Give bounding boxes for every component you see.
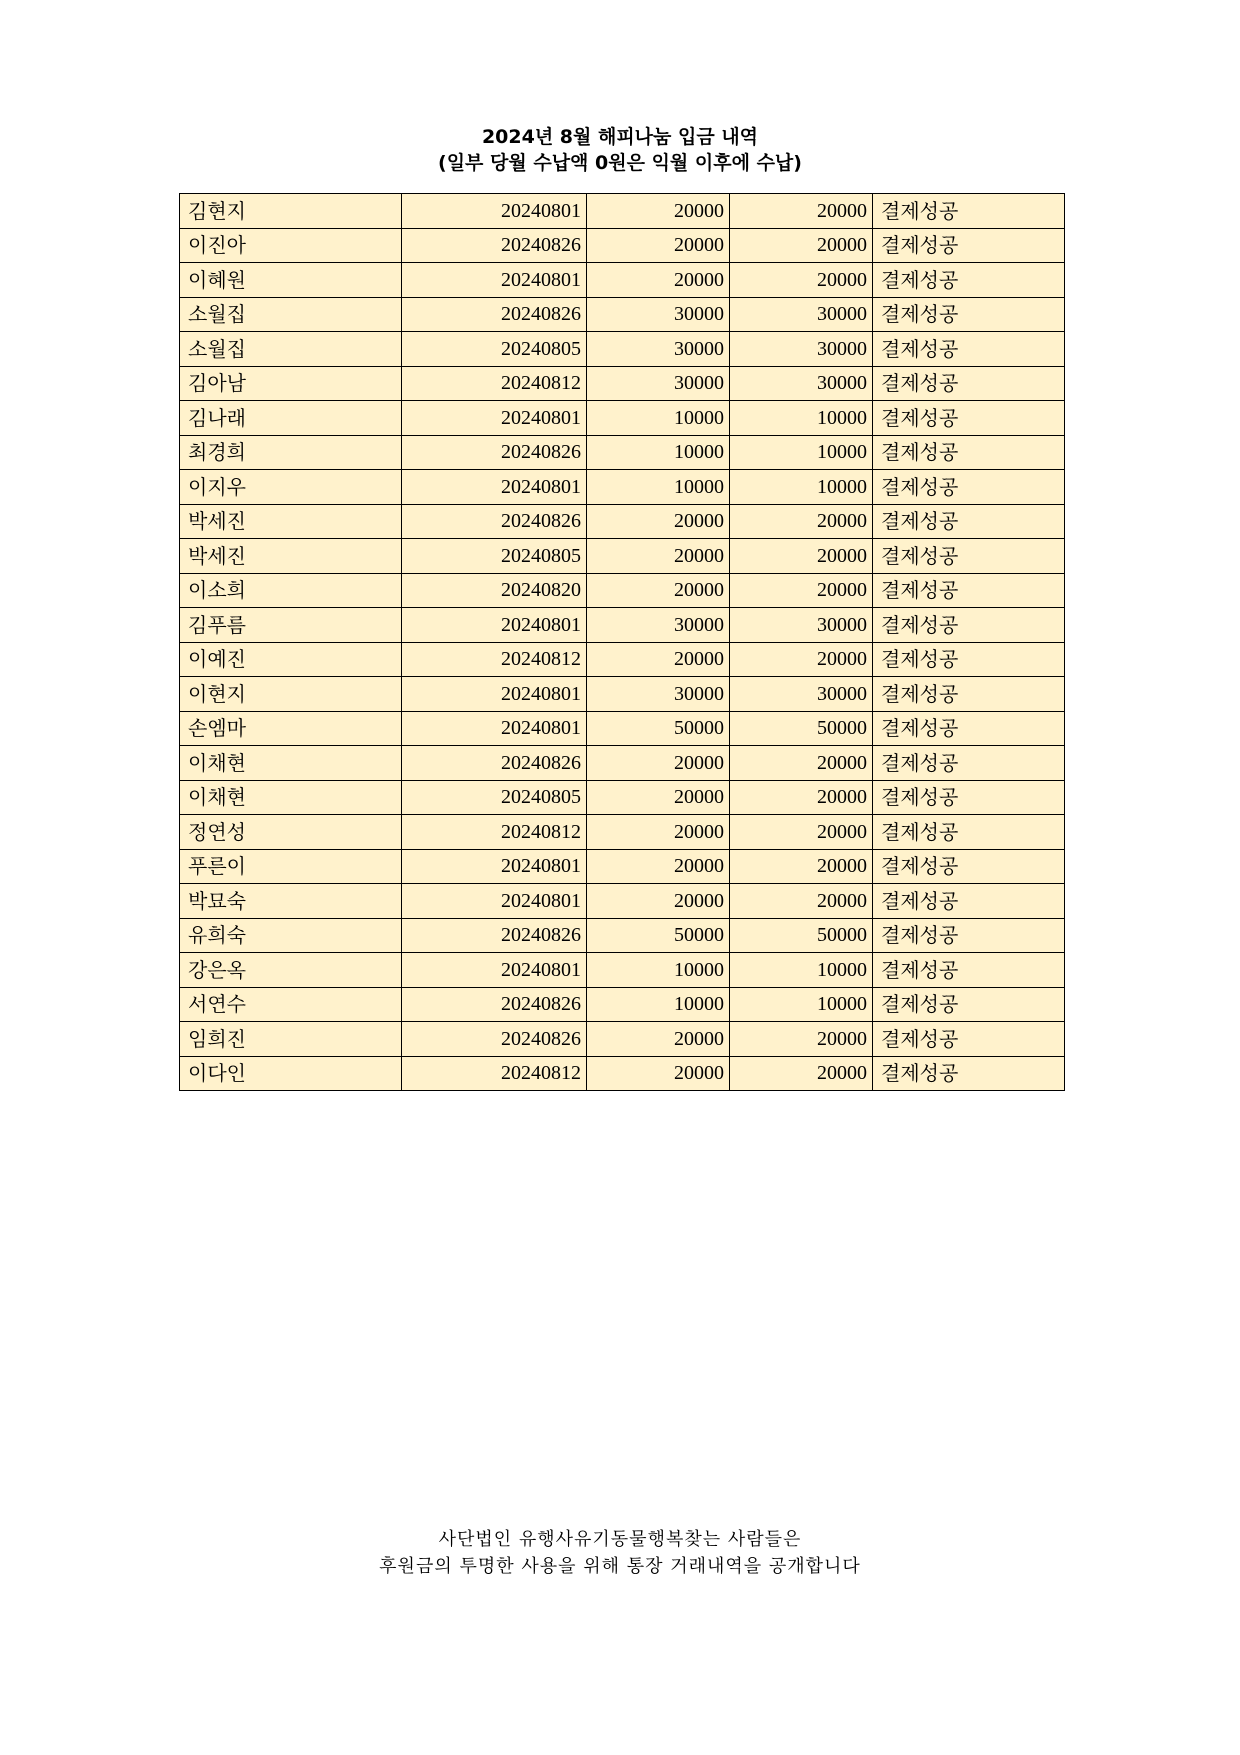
payment-status-cell: 결제성공 xyxy=(873,642,1065,677)
deposit-date-cell: 20240826 xyxy=(402,918,587,953)
donor-name-cell: 임희진 xyxy=(180,1022,402,1057)
donor-name-cell: 김푸름 xyxy=(180,608,402,643)
paid-amount-cell: 10000 xyxy=(730,987,873,1022)
table-row xyxy=(180,884,1065,919)
deposit-date-cell: 20240812 xyxy=(402,642,587,677)
pledged-amount-cell: 50000 xyxy=(587,918,730,953)
deposit-date-cell: 20240812 xyxy=(402,366,587,401)
paid-amount-cell: 30000 xyxy=(730,332,873,367)
pledged-amount-cell: 20000 xyxy=(587,780,730,815)
paid-amount-cell: 20000 xyxy=(730,263,873,298)
pledged-amount-cell: 10000 xyxy=(587,470,730,505)
paid-amount-cell: 20000 xyxy=(730,504,873,539)
table-row xyxy=(180,677,1065,712)
payment-status-cell: 결제성공 xyxy=(873,849,1065,884)
donor-name-cell: 이소희 xyxy=(180,573,402,608)
table-row xyxy=(180,539,1065,574)
table-row xyxy=(180,918,1065,953)
deposit-date-cell: 20240805 xyxy=(402,539,587,574)
deposit-date-cell: 20240801 xyxy=(402,953,587,988)
paid-amount-cell: 20000 xyxy=(730,194,873,229)
payment-status-cell: 결제성공 xyxy=(873,1056,1065,1091)
payment-status-cell: 결제성공 xyxy=(873,228,1065,263)
donor-name-cell: 유희숙 xyxy=(180,918,402,953)
payment-status-cell: 결제성공 xyxy=(873,401,1065,436)
table-row xyxy=(180,366,1065,401)
pledged-amount-cell: 20000 xyxy=(587,746,730,781)
payment-status-cell: 결제성공 xyxy=(873,780,1065,815)
table-row xyxy=(180,1056,1065,1091)
pledged-amount-cell: 20000 xyxy=(587,263,730,298)
payment-status-cell: 결제성공 xyxy=(873,711,1065,746)
deposit-date-cell: 20240826 xyxy=(402,987,587,1022)
donor-name-cell: 소월집 xyxy=(180,297,402,332)
paid-amount-cell: 10000 xyxy=(730,953,873,988)
donor-name-cell: 소월집 xyxy=(180,332,402,367)
payment-status-cell: 결제성공 xyxy=(873,677,1065,712)
paid-amount-cell: 10000 xyxy=(730,401,873,436)
deposit-date-cell: 20240826 xyxy=(402,297,587,332)
payment-status-cell: 결제성공 xyxy=(873,504,1065,539)
paid-amount-cell: 20000 xyxy=(730,1022,873,1057)
donor-name-cell: 박세진 xyxy=(180,539,402,574)
donor-name-cell: 푸른이 xyxy=(180,849,402,884)
pledged-amount-cell: 30000 xyxy=(587,366,730,401)
deposit-date-cell: 20240801 xyxy=(402,194,587,229)
donor-name-cell: 김현지 xyxy=(180,194,402,229)
pledged-amount-cell: 20000 xyxy=(587,642,730,677)
donor-name-cell: 손엠마 xyxy=(180,711,402,746)
pledged-amount-cell: 10000 xyxy=(587,987,730,1022)
table-row xyxy=(180,780,1065,815)
pledged-amount-cell: 30000 xyxy=(587,297,730,332)
pledged-amount-cell: 20000 xyxy=(587,539,730,574)
deposit-date-cell: 20240801 xyxy=(402,470,587,505)
paid-amount-cell: 10000 xyxy=(730,435,873,470)
paid-amount-cell: 30000 xyxy=(730,366,873,401)
deposit-date-cell: 20240826 xyxy=(402,228,587,263)
pledged-amount-cell: 30000 xyxy=(587,332,730,367)
pledged-amount-cell: 20000 xyxy=(587,228,730,263)
pledged-amount-cell: 20000 xyxy=(587,1022,730,1057)
pledged-amount-cell: 20000 xyxy=(587,815,730,850)
table-row xyxy=(180,608,1065,643)
pledged-amount-cell: 20000 xyxy=(587,849,730,884)
paid-amount-cell: 20000 xyxy=(730,573,873,608)
donor-name-cell: 이혜원 xyxy=(180,263,402,298)
payment-status-cell: 결제성공 xyxy=(873,918,1065,953)
payment-status-cell: 결제성공 xyxy=(873,1022,1065,1057)
deposit-table xyxy=(179,193,1065,1091)
paid-amount-cell: 20000 xyxy=(730,815,873,850)
page-title: 2024년 8월 해피나눔 입금 내역 xyxy=(481,126,759,148)
deposit-date-cell: 20240826 xyxy=(402,746,587,781)
pledged-amount-cell: 10000 xyxy=(587,435,730,470)
donor-name-cell: 이채현 xyxy=(180,780,402,815)
pledged-amount-cell: 50000 xyxy=(587,711,730,746)
table-row xyxy=(180,401,1065,436)
donor-name-cell: 강은옥 xyxy=(180,953,402,988)
table-row xyxy=(180,194,1065,229)
table-row xyxy=(180,263,1065,298)
table-row xyxy=(180,504,1065,539)
deposit-table-body xyxy=(180,194,1065,1091)
table-row xyxy=(180,470,1065,505)
page-subtitle: (일부 당월 수납액 0원은 익월 이후에 수납) xyxy=(438,152,802,174)
paid-amount-cell: 30000 xyxy=(730,297,873,332)
deposit-date-cell: 20240801 xyxy=(402,849,587,884)
payment-status-cell: 결제성공 xyxy=(873,573,1065,608)
payment-status-cell: 결제성공 xyxy=(873,815,1065,850)
paid-amount-cell: 20000 xyxy=(730,780,873,815)
pledged-amount-cell: 30000 xyxy=(587,608,730,643)
payment-status-cell: 결제성공 xyxy=(873,746,1065,781)
paid-amount-cell: 20000 xyxy=(730,1056,873,1091)
paid-amount-cell: 20000 xyxy=(730,884,873,919)
payment-status-cell: 결제성공 xyxy=(873,297,1065,332)
donor-name-cell: 김나래 xyxy=(180,401,402,436)
payment-status-cell: 결제성공 xyxy=(873,987,1065,1022)
payment-status-cell: 결제성공 xyxy=(873,263,1065,298)
payment-status-cell: 결제성공 xyxy=(873,435,1065,470)
deposit-date-cell: 20240812 xyxy=(402,815,587,850)
deposit-date-cell: 20240801 xyxy=(402,608,587,643)
deposit-date-cell: 20240801 xyxy=(402,884,587,919)
pledged-amount-cell: 10000 xyxy=(587,953,730,988)
deposit-date-cell: 20240820 xyxy=(402,573,587,608)
table-row xyxy=(180,573,1065,608)
table-row xyxy=(180,332,1065,367)
paid-amount-cell: 30000 xyxy=(730,608,873,643)
donor-name-cell: 이채현 xyxy=(180,746,402,781)
donor-name-cell: 이예진 xyxy=(180,642,402,677)
table-row xyxy=(180,435,1065,470)
pledged-amount-cell: 20000 xyxy=(587,504,730,539)
donor-name-cell: 최경희 xyxy=(180,435,402,470)
table-row xyxy=(180,746,1065,781)
table-row xyxy=(180,953,1065,988)
table-row xyxy=(180,815,1065,850)
footer-line-1: 사단법인 유행사유기동물행복찾는 사람들은 xyxy=(438,1529,802,1550)
table-row xyxy=(180,228,1065,263)
donor-name-cell: 정연성 xyxy=(180,815,402,850)
paid-amount-cell: 20000 xyxy=(730,849,873,884)
donor-name-cell: 이지우 xyxy=(180,470,402,505)
paid-amount-cell: 30000 xyxy=(730,677,873,712)
paid-amount-cell: 20000 xyxy=(730,746,873,781)
pledged-amount-cell: 20000 xyxy=(587,194,730,229)
payment-status-cell: 결제성공 xyxy=(873,539,1065,574)
deposit-date-cell: 20240805 xyxy=(402,780,587,815)
table-row xyxy=(180,849,1065,884)
payment-status-cell: 결제성공 xyxy=(873,884,1065,919)
table-row xyxy=(180,642,1065,677)
pledged-amount-cell: 10000 xyxy=(587,401,730,436)
deposit-date-cell: 20240805 xyxy=(402,332,587,367)
payment-status-cell: 결제성공 xyxy=(873,194,1065,229)
table-row xyxy=(180,711,1065,746)
deposit-date-cell: 20240801 xyxy=(402,677,587,712)
pledged-amount-cell: 20000 xyxy=(587,1056,730,1091)
donor-name-cell: 박묘숙 xyxy=(180,884,402,919)
document-header xyxy=(0,124,1240,176)
deposit-date-cell: 20240826 xyxy=(402,1022,587,1057)
pledged-amount-cell: 30000 xyxy=(587,677,730,712)
payment-status-cell: 결제성공 xyxy=(873,332,1065,367)
deposit-date-cell: 20240826 xyxy=(402,435,587,470)
pledged-amount-cell: 20000 xyxy=(587,884,730,919)
deposit-date-cell: 20240812 xyxy=(402,1056,587,1091)
table-row xyxy=(180,1022,1065,1057)
table-row xyxy=(180,297,1065,332)
payment-status-cell: 결제성공 xyxy=(873,608,1065,643)
payment-status-cell: 결제성공 xyxy=(873,470,1065,505)
deposit-date-cell: 20240801 xyxy=(402,711,587,746)
paid-amount-cell: 20000 xyxy=(730,539,873,574)
paid-amount-cell: 10000 xyxy=(730,470,873,505)
pledged-amount-cell: 20000 xyxy=(587,573,730,608)
paid-amount-cell: 20000 xyxy=(730,642,873,677)
deposit-date-cell: 20240826 xyxy=(402,504,587,539)
payment-status-cell: 결제성공 xyxy=(873,366,1065,401)
donor-name-cell: 김아남 xyxy=(180,366,402,401)
deposit-date-cell: 20240801 xyxy=(402,401,587,436)
paid-amount-cell: 20000 xyxy=(730,228,873,263)
paid-amount-cell: 50000 xyxy=(730,711,873,746)
footer-line-2: 후원금의 투명한 사용을 위해 통장 거래내역을 공개합니다 xyxy=(379,1556,861,1577)
footer-notice xyxy=(0,1526,1240,1580)
payment-status-cell: 결제성공 xyxy=(873,953,1065,988)
donor-name-cell: 이현지 xyxy=(180,677,402,712)
donor-name-cell: 이다인 xyxy=(180,1056,402,1091)
donor-name-cell: 서연수 xyxy=(180,987,402,1022)
paid-amount-cell: 50000 xyxy=(730,918,873,953)
donor-name-cell: 이진아 xyxy=(180,228,402,263)
donor-name-cell: 박세진 xyxy=(180,504,402,539)
table-row xyxy=(180,987,1065,1022)
deposit-date-cell: 20240801 xyxy=(402,263,587,298)
